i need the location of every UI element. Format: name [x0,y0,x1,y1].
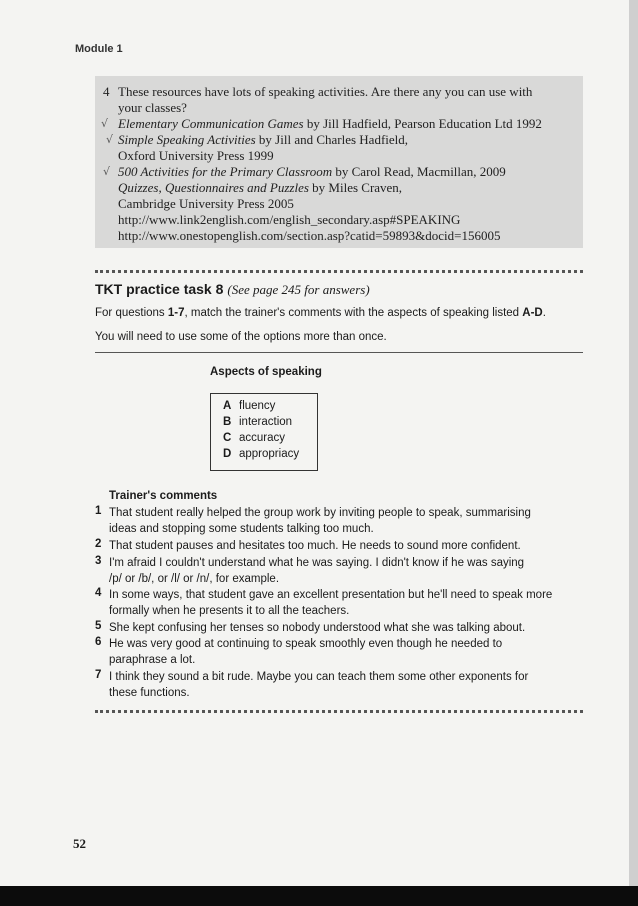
option-text: accuracy [239,432,286,444]
book-title: Quizzes, Questionnaires and Puzzles [118,180,309,195]
aspect-option-c [223,432,285,444]
tick-mark-icon: √ [103,165,111,178]
comment-item-1 [109,505,579,537]
scan-bottom-border [0,886,638,906]
option-text: appropriacy [239,448,300,460]
option-letter: A [223,400,232,412]
comment-item-5 [109,620,579,636]
instruction-options: A-D [522,307,543,319]
task-instruction [95,306,585,321]
tick-mark-icon: √ [106,133,114,146]
resource-book-2 [118,132,408,148]
comment-number: 3 [95,555,102,567]
comment-line: ideas and stopping some students talking too much. [109,523,374,535]
comment-item-6 [109,636,579,668]
task-instruction-2: You will need to use some of the options more than once. [95,331,387,343]
resource-book-1 [118,116,542,132]
book-details: by Miles Craven, [308,180,403,195]
dotted-divider-bottom [95,710,583,713]
resource-book-3 [118,164,506,180]
dotted-divider-top [95,270,583,273]
comment-line: /p/ or /b/, or /l/ or /n/, for example. [109,573,280,585]
comment-line: these functions. [109,687,190,699]
option-letter: C [223,432,232,444]
question-line-2: your classes? [118,100,187,115]
resource-book-4 [118,180,402,196]
book-details: by Jill Hadfield, Pearson Education Ltd 1992 [303,116,542,131]
book-title: Simple Speaking Activities [118,132,256,147]
aspect-option-d [223,448,299,460]
comment-item-7 [109,669,579,701]
comment-number: 4 [95,587,102,599]
aspects-heading: Aspects of speaking [210,366,322,378]
book-details: by Jill and Charles Hadfield, [255,132,409,147]
option-letter: D [223,448,232,460]
resource-book-2-publisher: Oxford University Press 1999 [118,148,274,163]
comment-line: He was very good at continuing to speak smoothly even though he needed to [109,638,503,650]
tick-mark-icon: √ [101,117,109,130]
book-details: by Carol Read, Macmillan, 2009 [332,164,506,179]
instruction-text: . [542,307,546,319]
comment-number: 1 [95,505,102,517]
resource-book-4-publisher: Cambridge University Press 2005 [118,196,294,211]
task-title [95,281,370,298]
comment-number: 6 [95,636,102,648]
question-number: 4 [103,84,110,99]
comment-line: formally when he presents it to all the teachers. [109,605,350,617]
question-line-1: These resources have lots of speaking activities. Are there any you can use with [118,84,533,99]
comment-line: She kept confusing her tenses so nobody understood what she was talking about. [109,622,526,634]
task-title-text: TKT practice task 8 [95,281,224,297]
comment-number: 7 [95,669,102,681]
comment-line: paraphrase a lot. [109,654,196,666]
resource-url-1: http://www.link2english.com/english_secondary.asp#SPEAKING [118,212,461,227]
comment-item-4 [109,587,579,619]
book-title: 500 Activities for the Primary Classroom [118,164,333,179]
module-header: Module 1 [75,43,123,55]
section-rule [95,352,583,353]
option-letter: B [223,416,232,428]
instruction-text: , match the trainer's comments with the aspects of speaking listed [184,307,523,319]
aspect-option-b [223,416,292,428]
comment-line: In some ways, that student gave an excellent presentation but he'll need to speak more [109,589,553,601]
comment-number: 5 [95,620,102,632]
instruction-range: 1-7 [167,307,185,319]
instruction-text: For questions [95,307,168,319]
answers-reference: (See page 245 for answers) [227,282,370,297]
page-number: 52 [73,836,86,851]
aspects-options-box [210,393,318,471]
comment-line: I'm afraid I couldn't understand what he was saying. I didn't know if he was saying [109,557,525,569]
book-title: Elementary Communication Games [118,116,304,131]
option-text: fluency [239,400,276,412]
comment-item-2 [109,538,579,554]
aspect-option-a [223,400,275,412]
comments-heading: Trainer's comments [109,490,218,502]
comment-line: I think they sound a bit rude. Maybe you can teach them some other exponents for [109,671,529,683]
comment-number: 2 [95,538,102,550]
option-text: interaction [239,416,293,428]
comment-line: That student pauses and hesitates too much. He needs to sound more confident. [109,540,521,552]
resource-url-2: http://www.onestopenglish.com/section.asp?catid=59893&docid=156005 [118,228,501,243]
page-edge-shadow [629,0,638,906]
comment-item-3 [109,555,579,587]
comment-line: That student really helped the group work by inviting people to speak, summarising [109,507,531,519]
